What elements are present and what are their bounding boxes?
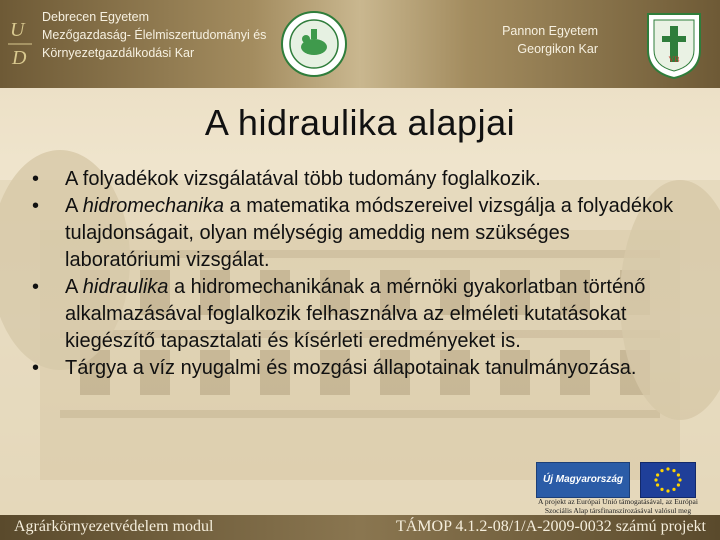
bullet-item <box>30 355 690 382</box>
eu-flag-icon <box>640 462 696 498</box>
bullet-text: A folyadékok vizsgálatával több tudomány foglalkozik. <box>65 168 541 190</box>
faculty-crest-icon <box>281 11 347 77</box>
university-left-line-2: Mezőgazdaság- Élelmiszertudományi és <box>42 28 267 42</box>
bullet-item <box>30 166 690 193</box>
bullet-text-after: a hidromechanikának a mérnöki gyakorlatban történő alkalmazásával foglalkozik felhasználva az elméleti kutatásokat kiegészítő tapasztalati és kísérleti eredményeket is. <box>65 276 646 352</box>
university-left-name <box>42 8 266 62</box>
bullet-text: Tárgya a víz nyugalmi és mozgási állapotainak tanulmányozása. <box>65 357 637 379</box>
footer-banner <box>0 515 720 540</box>
bullet-text-before: A <box>65 276 83 298</box>
university-left-line-1: Debrecen Egyetem <box>42 10 150 24</box>
svg-text:D: D <box>12 47 27 69</box>
university-right-line-2: Georgikon Kar <box>517 42 598 56</box>
bullet-item <box>30 193 690 274</box>
footer-module-name: Agrárkörnyezetvédelem modul <box>14 518 214 535</box>
bullet-item <box>30 274 690 355</box>
header-banner <box>0 0 720 88</box>
university-debrecen-logo <box>6 14 34 76</box>
svg-text:VB: VB <box>668 55 680 64</box>
university-right-line-1: Pannon Egyetem <box>502 24 598 38</box>
uj-magyarorszag-logo-text: Új Magyarország <box>542 474 624 485</box>
georgikon-crest-icon <box>642 10 706 80</box>
bullet-text-before: A <box>65 195 83 217</box>
bullet-emphasis: hidromechanika <box>82 195 224 217</box>
footer-project-id: TÁMOP 4.1.2-08/1/A-2009-0032 számú projekt <box>395 518 706 535</box>
svg-text:U: U <box>10 19 25 41</box>
bullet-emphasis: hidraulika <box>82 276 169 298</box>
university-left-line-3: Környezetgazdálkodási Kar <box>42 46 195 60</box>
uj-magyarorszag-logo <box>536 462 630 498</box>
university-right-name <box>488 22 598 58</box>
bullet-list <box>30 166 690 382</box>
eu-funding-caption: A projekt az Európai Unió támogatásával, az Európai Szociális Alap társfinanszírozásával valósul meg <box>538 497 698 515</box>
bullet-text-after: a matematika módszereivel vizsgálja a folyadékok tulajdonságait, olyan mélységig ameddig nem szükséges laboratóriumi vizsgálat. <box>65 195 674 271</box>
slide-title: A hidraulika alapjai <box>204 102 516 143</box>
